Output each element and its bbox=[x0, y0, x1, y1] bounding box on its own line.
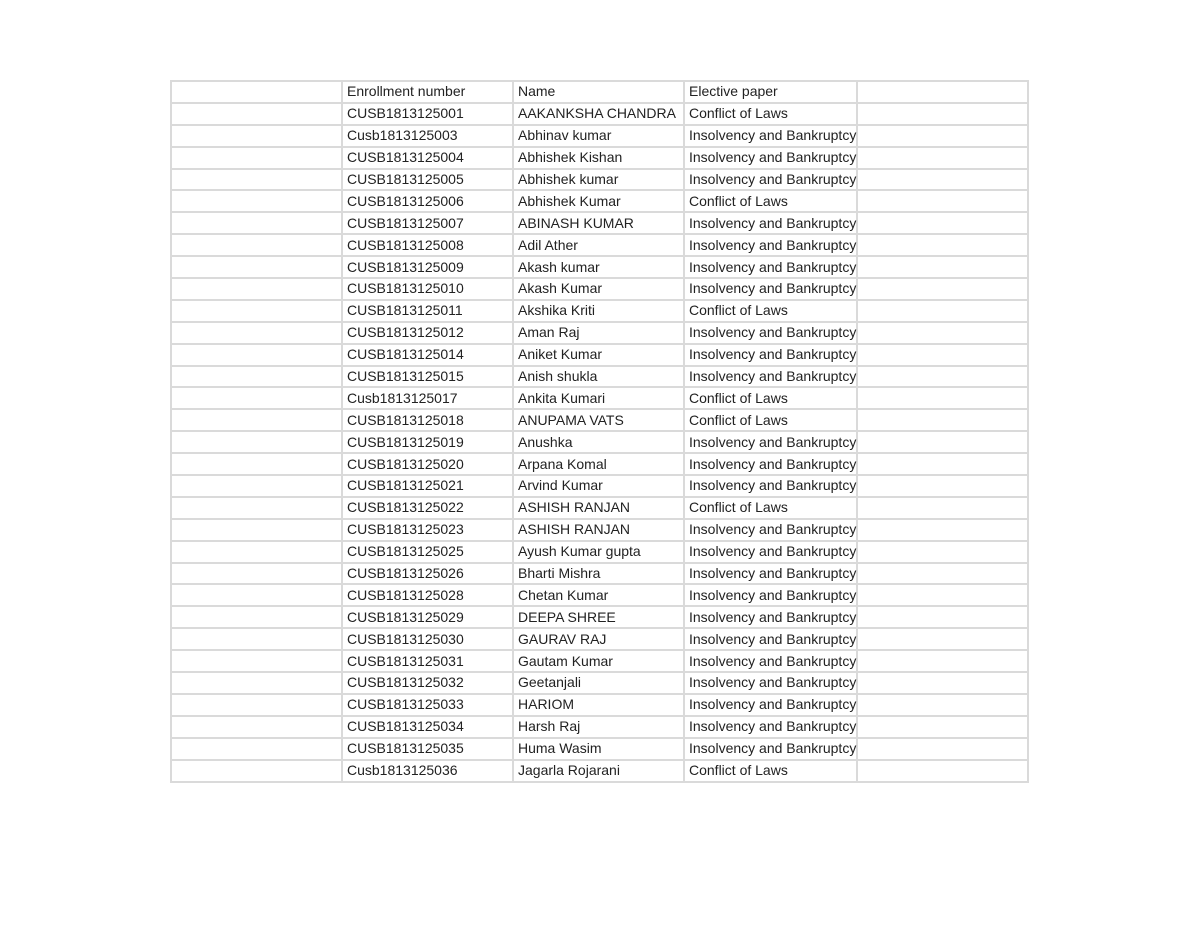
enrollment-cell: CUSB1813125010 bbox=[342, 278, 513, 300]
empty-cell bbox=[171, 125, 342, 147]
elective-header: Elective paper bbox=[684, 81, 857, 103]
empty-cell bbox=[857, 760, 1028, 782]
empty-cell bbox=[171, 716, 342, 738]
table-row bbox=[171, 322, 1028, 344]
elective-cell: Insolvency and Bankruptcy bbox=[684, 453, 857, 475]
empty-cell bbox=[171, 147, 342, 169]
empty-cell bbox=[171, 541, 342, 563]
name-cell: Arpana Komal bbox=[513, 453, 684, 475]
empty-cell bbox=[171, 81, 342, 103]
table-row bbox=[171, 278, 1028, 300]
empty-cell bbox=[171, 278, 342, 300]
empty-cell bbox=[171, 628, 342, 650]
elective-cell: Conflict of Laws bbox=[684, 760, 857, 782]
empty-cell bbox=[171, 256, 342, 278]
empty-cell bbox=[857, 344, 1028, 366]
enrollment-cell: CUSB1813125020 bbox=[342, 453, 513, 475]
table-row bbox=[171, 409, 1028, 431]
elective-cell: Conflict of Laws bbox=[684, 387, 857, 409]
elective-cell: Insolvency and Bankruptcy bbox=[684, 519, 857, 541]
name-cell: Bharti Mishra bbox=[513, 563, 684, 585]
name-cell: Anish shukla bbox=[513, 366, 684, 388]
empty-cell bbox=[171, 169, 342, 191]
enrollment-cell: CUSB1813125031 bbox=[342, 650, 513, 672]
empty-cell bbox=[857, 103, 1028, 125]
empty-cell bbox=[857, 628, 1028, 650]
enrollment-cell: CUSB1813125001 bbox=[342, 103, 513, 125]
table-row bbox=[171, 541, 1028, 563]
empty-cell bbox=[171, 431, 342, 453]
empty-cell bbox=[857, 584, 1028, 606]
empty-cell bbox=[171, 694, 342, 716]
enrollment-cell: CUSB1813125012 bbox=[342, 322, 513, 344]
empty-cell bbox=[857, 212, 1028, 234]
table-row bbox=[171, 169, 1028, 191]
empty-cell bbox=[171, 650, 342, 672]
empty-cell bbox=[857, 606, 1028, 628]
enrollment-cell: CUSB1813125014 bbox=[342, 344, 513, 366]
empty-cell bbox=[171, 322, 342, 344]
empty-cell bbox=[857, 409, 1028, 431]
elective-cell: Insolvency and Bankruptcy bbox=[684, 716, 857, 738]
empty-cell bbox=[171, 212, 342, 234]
table-body bbox=[171, 81, 1028, 782]
table-row bbox=[171, 190, 1028, 212]
table-header-row bbox=[171, 81, 1028, 103]
empty-cell bbox=[857, 125, 1028, 147]
enrollment-cell: CUSB1813125035 bbox=[342, 738, 513, 760]
empty-cell bbox=[171, 409, 342, 431]
empty-cell bbox=[171, 366, 342, 388]
elective-cell: Insolvency and Bankruptcy bbox=[684, 125, 857, 147]
empty-cell bbox=[171, 387, 342, 409]
name-cell: Aniket Kumar bbox=[513, 344, 684, 366]
table-row bbox=[171, 628, 1028, 650]
table-row bbox=[171, 475, 1028, 497]
table-row bbox=[171, 431, 1028, 453]
enrollment-cell: CUSB1813125029 bbox=[342, 606, 513, 628]
enrollment-cell: CUSB1813125032 bbox=[342, 672, 513, 694]
elective-cell: Conflict of Laws bbox=[684, 103, 857, 125]
table-row bbox=[171, 716, 1028, 738]
enrollment-cell: CUSB1813125011 bbox=[342, 300, 513, 322]
name-cell: Arvind Kumar bbox=[513, 475, 684, 497]
empty-cell bbox=[857, 738, 1028, 760]
table-row bbox=[171, 147, 1028, 169]
name-cell: Ankita Kumari bbox=[513, 387, 684, 409]
name-cell: Jagarla Rojarani bbox=[513, 760, 684, 782]
empty-cell bbox=[857, 234, 1028, 256]
empty-cell bbox=[171, 606, 342, 628]
name-cell: ASHISH RANJAN bbox=[513, 497, 684, 519]
elective-cell: Insolvency and Bankruptcy bbox=[684, 147, 857, 169]
name-header: Name bbox=[513, 81, 684, 103]
empty-cell bbox=[857, 519, 1028, 541]
name-cell: Abhishek Kumar bbox=[513, 190, 684, 212]
name-cell: Gautam Kumar bbox=[513, 650, 684, 672]
empty-cell bbox=[171, 234, 342, 256]
empty-cell bbox=[171, 300, 342, 322]
empty-cell bbox=[857, 475, 1028, 497]
enrollment-cell: CUSB1813125005 bbox=[342, 169, 513, 191]
table-row bbox=[171, 606, 1028, 628]
enrollment-cell: CUSB1813125018 bbox=[342, 409, 513, 431]
name-cell: DEEPA SHREE bbox=[513, 606, 684, 628]
enrollment-cell: CUSB1813125015 bbox=[342, 366, 513, 388]
name-cell: AAKANKSHA CHANDRA bbox=[513, 103, 684, 125]
enrollment-table bbox=[170, 80, 1029, 783]
empty-cell bbox=[171, 760, 342, 782]
table-row bbox=[171, 672, 1028, 694]
elective-cell: Insolvency and Bankruptcy bbox=[684, 628, 857, 650]
elective-cell: Insolvency and Bankruptcy bbox=[684, 672, 857, 694]
table-row bbox=[171, 650, 1028, 672]
elective-cell: Insolvency and Bankruptcy bbox=[684, 169, 857, 191]
table-row bbox=[171, 563, 1028, 585]
empty-cell bbox=[857, 431, 1028, 453]
name-cell: Ayush Kumar gupta bbox=[513, 541, 684, 563]
empty-cell bbox=[857, 147, 1028, 169]
table-row bbox=[171, 453, 1028, 475]
name-cell: Abhishek Kishan bbox=[513, 147, 684, 169]
enrollment-cell: CUSB1813125034 bbox=[342, 716, 513, 738]
empty-cell bbox=[171, 344, 342, 366]
name-cell: Abhishek kumar bbox=[513, 169, 684, 191]
name-cell: Akshika Kriti bbox=[513, 300, 684, 322]
table-row bbox=[171, 366, 1028, 388]
elective-cell: Insolvency and Bankruptcy bbox=[684, 694, 857, 716]
table-row bbox=[171, 694, 1028, 716]
empty-cell bbox=[857, 256, 1028, 278]
elective-cell: Insolvency and Bankruptcy bbox=[684, 606, 857, 628]
table-row bbox=[171, 344, 1028, 366]
elective-cell: Conflict of Laws bbox=[684, 300, 857, 322]
enrollment-cell: CUSB1813125028 bbox=[342, 584, 513, 606]
table-row bbox=[171, 760, 1028, 782]
elective-cell: Insolvency and Bankruptcy bbox=[684, 431, 857, 453]
empty-cell bbox=[857, 563, 1028, 585]
table-row bbox=[171, 212, 1028, 234]
table-row bbox=[171, 738, 1028, 760]
name-cell: HARIOM bbox=[513, 694, 684, 716]
empty-cell bbox=[171, 103, 342, 125]
empty-cell bbox=[857, 366, 1028, 388]
empty-cell bbox=[857, 322, 1028, 344]
table-row bbox=[171, 234, 1028, 256]
elective-cell: Insolvency and Bankruptcy bbox=[684, 650, 857, 672]
elective-cell: Conflict of Laws bbox=[684, 190, 857, 212]
name-cell: GAURAV RAJ bbox=[513, 628, 684, 650]
elective-cell: Insolvency and Bankruptcy bbox=[684, 366, 857, 388]
empty-cell bbox=[857, 300, 1028, 322]
enrollment-cell: Cusb1813125017 bbox=[342, 387, 513, 409]
empty-cell bbox=[857, 278, 1028, 300]
name-cell: ABINASH KUMAR bbox=[513, 212, 684, 234]
empty-cell bbox=[171, 497, 342, 519]
enrollment-cell: CUSB1813125030 bbox=[342, 628, 513, 650]
elective-cell: Insolvency and Bankruptcy bbox=[684, 475, 857, 497]
elective-cell: Insolvency and Bankruptcy bbox=[684, 322, 857, 344]
name-cell: Adil Ather bbox=[513, 234, 684, 256]
empty-cell bbox=[857, 497, 1028, 519]
enrollment-cell: CUSB1813125023 bbox=[342, 519, 513, 541]
enrollment-cell: CUSB1813125007 bbox=[342, 212, 513, 234]
enrollment-cell: CUSB1813125021 bbox=[342, 475, 513, 497]
enrollment-header: Enrollment number bbox=[342, 81, 513, 103]
empty-cell bbox=[171, 584, 342, 606]
enrollment-cell: Cusb1813125003 bbox=[342, 125, 513, 147]
name-cell: Aman Raj bbox=[513, 322, 684, 344]
enrollment-cell: CUSB1813125019 bbox=[342, 431, 513, 453]
enrollment-cell: CUSB1813125009 bbox=[342, 256, 513, 278]
table-row bbox=[171, 125, 1028, 147]
empty-cell bbox=[171, 475, 342, 497]
enrollment-cell: CUSB1813125022 bbox=[342, 497, 513, 519]
elective-cell: Insolvency and Bankruptcy bbox=[684, 541, 857, 563]
enrollment-cell: CUSB1813125033 bbox=[342, 694, 513, 716]
empty-cell bbox=[857, 650, 1028, 672]
table-row bbox=[171, 300, 1028, 322]
elective-cell: Insolvency and Bankruptcy bbox=[684, 212, 857, 234]
table-row bbox=[171, 519, 1028, 541]
name-cell: Anushka bbox=[513, 431, 684, 453]
name-cell: Akash kumar bbox=[513, 256, 684, 278]
name-cell: Abhinav kumar bbox=[513, 125, 684, 147]
enrollment-cell: CUSB1813125025 bbox=[342, 541, 513, 563]
elective-cell: Insolvency and Bankruptcy bbox=[684, 256, 857, 278]
elective-cell: Conflict of Laws bbox=[684, 497, 857, 519]
enrollment-cell: CUSB1813125006 bbox=[342, 190, 513, 212]
elective-cell: Insolvency and Bankruptcy bbox=[684, 738, 857, 760]
empty-cell bbox=[857, 716, 1028, 738]
empty-cell bbox=[171, 738, 342, 760]
elective-cell: Conflict of Laws bbox=[684, 409, 857, 431]
empty-cell bbox=[857, 387, 1028, 409]
empty-cell bbox=[857, 453, 1028, 475]
empty-cell bbox=[857, 694, 1028, 716]
name-cell: Akash Kumar bbox=[513, 278, 684, 300]
name-cell: Chetan Kumar bbox=[513, 584, 684, 606]
table-row bbox=[171, 497, 1028, 519]
table-row bbox=[171, 256, 1028, 278]
empty-cell bbox=[171, 519, 342, 541]
enrollment-cell: CUSB1813125026 bbox=[342, 563, 513, 585]
elective-cell: Insolvency and Bankruptcy bbox=[684, 584, 857, 606]
enrollment-cell: CUSB1813125004 bbox=[342, 147, 513, 169]
name-cell: ANUPAMA VATS bbox=[513, 409, 684, 431]
name-cell: Geetanjali bbox=[513, 672, 684, 694]
elective-cell: Insolvency and Bankruptcy bbox=[684, 344, 857, 366]
name-cell: Harsh Raj bbox=[513, 716, 684, 738]
empty-cell bbox=[857, 190, 1028, 212]
empty-cell bbox=[857, 169, 1028, 191]
empty-cell bbox=[171, 672, 342, 694]
table-row bbox=[171, 103, 1028, 125]
empty-cell bbox=[171, 190, 342, 212]
table-row bbox=[171, 584, 1028, 606]
table-row bbox=[171, 387, 1028, 409]
empty-cell bbox=[171, 453, 342, 475]
name-cell: Huma Wasim bbox=[513, 738, 684, 760]
empty-cell bbox=[857, 81, 1028, 103]
elective-cell: Insolvency and Bankruptcy bbox=[684, 234, 857, 256]
elective-cell: Insolvency and Bankruptcy bbox=[684, 563, 857, 585]
enrollment-cell: Cusb1813125036 bbox=[342, 760, 513, 782]
empty-cell bbox=[857, 541, 1028, 563]
elective-cell: Insolvency and Bankruptcy bbox=[684, 278, 857, 300]
name-cell: ASHISH RANJAN bbox=[513, 519, 684, 541]
empty-cell bbox=[171, 563, 342, 585]
enrollment-cell: CUSB1813125008 bbox=[342, 234, 513, 256]
empty-cell bbox=[857, 672, 1028, 694]
